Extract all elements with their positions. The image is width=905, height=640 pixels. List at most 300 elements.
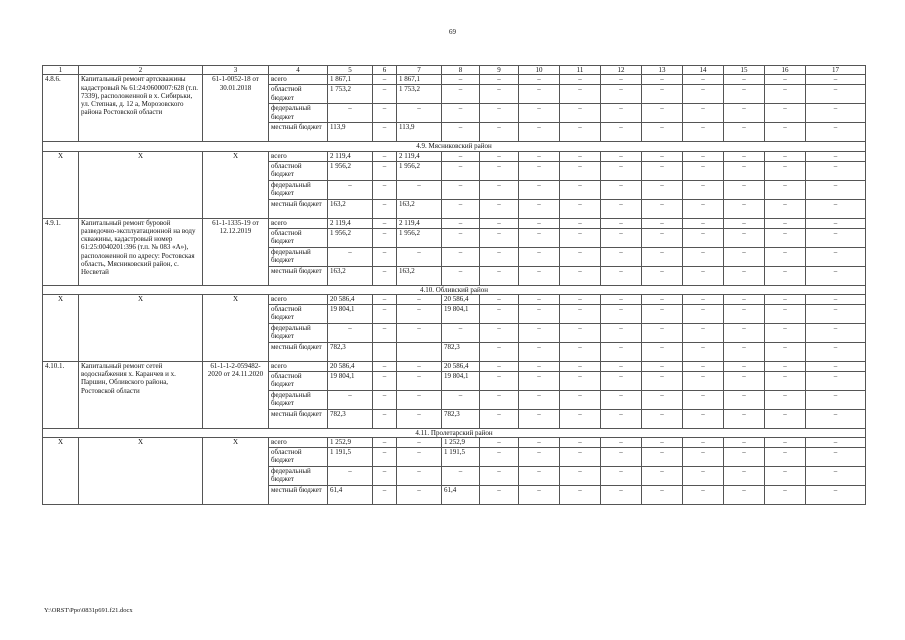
empty-year-cell: – bbox=[519, 161, 560, 180]
amount-cell: 1 956,2 bbox=[397, 161, 442, 180]
budget-source: всего bbox=[269, 438, 328, 448]
empty-year-cell: – bbox=[806, 371, 866, 390]
amount-cell: – bbox=[442, 467, 480, 486]
empty-year-cell: – bbox=[560, 294, 601, 304]
amount-cell: – bbox=[442, 161, 480, 180]
empty-year-cell: – bbox=[724, 180, 765, 199]
amount-cell: – bbox=[373, 390, 397, 409]
object-name: Х bbox=[79, 294, 203, 361]
column-number: 6 bbox=[373, 66, 397, 75]
empty-year-cell: – bbox=[806, 151, 866, 161]
amount-cell: – bbox=[442, 104, 480, 123]
district-heading: 4.11. Пролетарский район bbox=[43, 428, 866, 437]
budget-source: федеральный бюджет bbox=[269, 467, 328, 486]
empty-year-cell: – bbox=[765, 247, 806, 266]
empty-year-cell: – bbox=[601, 438, 642, 448]
empty-year-cell: – bbox=[724, 85, 765, 104]
empty-year-cell: – bbox=[724, 123, 765, 142]
district-heading-row bbox=[43, 428, 866, 437]
amount-cell: – bbox=[373, 266, 397, 285]
empty-year-cell: – bbox=[480, 304, 519, 323]
empty-year-cell: – bbox=[601, 85, 642, 104]
amount-cell: – bbox=[373, 486, 397, 505]
empty-year-cell: – bbox=[480, 323, 519, 342]
empty-year-cell: – bbox=[560, 104, 601, 123]
column-number: 15 bbox=[724, 66, 765, 75]
empty-year-cell: – bbox=[806, 75, 866, 85]
column-number: 17 bbox=[806, 66, 866, 75]
budget-source: всего bbox=[269, 361, 328, 371]
empty-year-cell: – bbox=[601, 409, 642, 428]
empty-year-cell: – bbox=[480, 85, 519, 104]
amount-cell: 19 804,1 bbox=[442, 371, 480, 390]
file-path-footer: Y:\ORST\Ppo\0831p691.f21.docx bbox=[44, 607, 133, 614]
amount-cell: – bbox=[328, 390, 373, 409]
empty-year-cell: – bbox=[519, 486, 560, 505]
document-number: 61-1-1335-19 от 12.12.2019 bbox=[203, 218, 269, 285]
empty-year-cell: – bbox=[480, 448, 519, 467]
table-row bbox=[43, 438, 866, 448]
amount-cell: – bbox=[373, 75, 397, 85]
amount-cell: – bbox=[397, 467, 442, 486]
empty-year-cell: – bbox=[519, 75, 560, 85]
empty-year-cell: – bbox=[806, 104, 866, 123]
empty-year-cell: – bbox=[601, 180, 642, 199]
table-row bbox=[43, 75, 866, 85]
empty-year-cell: – bbox=[806, 294, 866, 304]
empty-year-cell: – bbox=[765, 75, 806, 85]
amount-cell: – bbox=[328, 323, 373, 342]
empty-year-cell: – bbox=[765, 342, 806, 361]
empty-year-cell: – bbox=[519, 104, 560, 123]
amount-cell: – bbox=[328, 104, 373, 123]
amount-cell: 782,3 bbox=[328, 342, 373, 361]
empty-year-cell: – bbox=[642, 266, 683, 285]
column-number: 14 bbox=[683, 66, 724, 75]
amount-cell: 20 586,4 bbox=[442, 294, 480, 304]
empty-year-cell: – bbox=[683, 390, 724, 409]
empty-year-cell: – bbox=[765, 409, 806, 428]
empty-year-cell: – bbox=[642, 104, 683, 123]
empty-year-cell: – bbox=[765, 104, 806, 123]
amount-cell: – bbox=[373, 151, 397, 161]
budget-source: федеральный бюджет bbox=[269, 180, 328, 199]
empty-year-cell: – bbox=[560, 266, 601, 285]
empty-year-cell: – bbox=[601, 75, 642, 85]
document-number: 61-1-1-2-059482-2020 от 24.11.2020 bbox=[203, 361, 269, 428]
empty-year-cell: – bbox=[560, 323, 601, 342]
budget-source: местный бюджет bbox=[269, 486, 328, 505]
empty-year-cell: – bbox=[601, 448, 642, 467]
empty-year-cell: – bbox=[560, 151, 601, 161]
budget-source: всего bbox=[269, 75, 328, 85]
amount-cell: – bbox=[397, 294, 442, 304]
budget-source: федеральный бюджет bbox=[269, 247, 328, 266]
empty-year-cell: – bbox=[683, 75, 724, 85]
amount-cell: – bbox=[328, 467, 373, 486]
empty-year-cell: – bbox=[806, 228, 866, 247]
empty-year-cell: – bbox=[724, 390, 765, 409]
amount-cell: 20 586,4 bbox=[328, 294, 373, 304]
amount-cell bbox=[373, 342, 397, 361]
empty-year-cell: – bbox=[642, 409, 683, 428]
empty-year-cell: – bbox=[724, 161, 765, 180]
empty-year-cell: – bbox=[601, 304, 642, 323]
empty-year-cell: – bbox=[519, 266, 560, 285]
amount-cell: – bbox=[373, 294, 397, 304]
amount-cell: – bbox=[397, 304, 442, 323]
empty-year-cell: – bbox=[642, 85, 683, 104]
empty-year-cell: – bbox=[519, 467, 560, 486]
empty-year-cell: – bbox=[601, 486, 642, 505]
budget-source: местный бюджет bbox=[269, 342, 328, 361]
empty-year-cell: – bbox=[642, 75, 683, 85]
amount-cell: – bbox=[373, 228, 397, 247]
empty-year-cell: – bbox=[765, 304, 806, 323]
empty-year-cell: – bbox=[519, 247, 560, 266]
empty-year-cell: – bbox=[765, 294, 806, 304]
item-number: 4.10.1. bbox=[43, 361, 79, 428]
amount-cell: 1 753,2 bbox=[328, 85, 373, 104]
amount-cell: – bbox=[442, 323, 480, 342]
empty-year-cell: – bbox=[601, 123, 642, 142]
empty-year-cell: – bbox=[480, 390, 519, 409]
amount-cell: 782,3 bbox=[442, 409, 480, 428]
amount-cell: – bbox=[442, 247, 480, 266]
district-heading: 4.9. Мясниковский район bbox=[43, 142, 866, 151]
amount-cell: – bbox=[397, 486, 442, 505]
empty-year-cell: – bbox=[519, 228, 560, 247]
empty-year-cell: – bbox=[765, 361, 806, 371]
empty-year-cell: – bbox=[560, 199, 601, 218]
empty-year-cell: – bbox=[683, 438, 724, 448]
empty-year-cell: – bbox=[724, 304, 765, 323]
empty-year-cell: – bbox=[724, 199, 765, 218]
empty-year-cell: – bbox=[601, 104, 642, 123]
item-number: Х bbox=[43, 294, 79, 361]
empty-year-cell: – bbox=[683, 123, 724, 142]
empty-year-cell: – bbox=[765, 123, 806, 142]
empty-year-cell: – bbox=[683, 199, 724, 218]
empty-year-cell: – bbox=[480, 228, 519, 247]
empty-year-cell: – bbox=[765, 438, 806, 448]
empty-year-cell: – bbox=[560, 438, 601, 448]
empty-year-cell: – bbox=[601, 294, 642, 304]
empty-year-cell: – bbox=[601, 371, 642, 390]
object-name: Капитальный ремонт буровой разведочно-эксплуатационной на воду скважины, кадастровый номер 61:25:0040201:396 (т.п. № 083 «А»), расположенной по адресу: Ростовская область, Мясниковский район, с. Несветай bbox=[79, 218, 203, 285]
empty-year-cell: – bbox=[724, 371, 765, 390]
empty-year-cell: – bbox=[560, 467, 601, 486]
amount-cell: – bbox=[373, 199, 397, 218]
empty-year-cell: – bbox=[642, 371, 683, 390]
budget-source: всего bbox=[269, 294, 328, 304]
amount-cell: 163,2 bbox=[397, 266, 442, 285]
empty-year-cell: – bbox=[642, 294, 683, 304]
empty-year-cell: – bbox=[724, 323, 765, 342]
empty-year-cell: – bbox=[642, 361, 683, 371]
empty-year-cell: – bbox=[560, 304, 601, 323]
empty-year-cell: – bbox=[480, 371, 519, 390]
empty-year-cell: – bbox=[724, 247, 765, 266]
empty-year-cell: – bbox=[560, 85, 601, 104]
amount-cell: – bbox=[397, 448, 442, 467]
amount-cell: 20 586,4 bbox=[442, 361, 480, 371]
amount-cell: 2 119,4 bbox=[397, 218, 442, 228]
empty-year-cell: – bbox=[560, 486, 601, 505]
district-heading-row bbox=[43, 285, 866, 294]
empty-year-cell: – bbox=[480, 294, 519, 304]
empty-year-cell: – bbox=[765, 199, 806, 218]
empty-year-cell: – bbox=[519, 151, 560, 161]
empty-year-cell: – bbox=[724, 75, 765, 85]
amount-cell: 1 867,1 bbox=[397, 75, 442, 85]
empty-year-cell: – bbox=[806, 448, 866, 467]
empty-year-cell: – bbox=[601, 323, 642, 342]
empty-year-cell: – bbox=[642, 448, 683, 467]
empty-year-cell: – bbox=[765, 448, 806, 467]
empty-year-cell: – bbox=[683, 85, 724, 104]
amount-cell: 1 252,9 bbox=[328, 438, 373, 448]
amount-cell: – bbox=[373, 304, 397, 323]
empty-year-cell: – bbox=[683, 180, 724, 199]
empty-year-cell: – bbox=[642, 199, 683, 218]
empty-year-cell: – bbox=[480, 266, 519, 285]
document-number: Х bbox=[203, 294, 269, 361]
amount-cell: – bbox=[397, 180, 442, 199]
empty-year-cell: – bbox=[642, 151, 683, 161]
object-name: Х bbox=[79, 438, 203, 505]
empty-year-cell: – bbox=[519, 123, 560, 142]
empty-year-cell: – bbox=[601, 151, 642, 161]
amount-cell: – bbox=[397, 247, 442, 266]
column-number: 1 bbox=[43, 66, 79, 75]
empty-year-cell: – bbox=[806, 361, 866, 371]
amount-cell: – bbox=[373, 218, 397, 228]
amount-cell: 163,2 bbox=[397, 199, 442, 218]
empty-year-cell: – bbox=[519, 218, 560, 228]
amount-cell: 1 956,2 bbox=[328, 228, 373, 247]
amount-cell: – bbox=[397, 438, 442, 448]
empty-year-cell: – bbox=[806, 342, 866, 361]
amount-cell: – bbox=[397, 390, 442, 409]
empty-year-cell: – bbox=[724, 294, 765, 304]
amount-cell: 61,4 bbox=[328, 486, 373, 505]
empty-year-cell: – bbox=[642, 390, 683, 409]
amount-cell: – bbox=[373, 371, 397, 390]
budget-source: областной бюджет bbox=[269, 228, 328, 247]
empty-year-cell: – bbox=[806, 304, 866, 323]
empty-year-cell: – bbox=[601, 161, 642, 180]
empty-year-cell: – bbox=[683, 266, 724, 285]
amount-cell: – bbox=[373, 448, 397, 467]
empty-year-cell: – bbox=[724, 409, 765, 428]
empty-year-cell: – bbox=[683, 467, 724, 486]
table-row bbox=[43, 294, 866, 304]
empty-year-cell: – bbox=[724, 438, 765, 448]
empty-year-cell: – bbox=[519, 85, 560, 104]
table-row bbox=[43, 218, 866, 228]
empty-year-cell: – bbox=[480, 104, 519, 123]
empty-year-cell: – bbox=[480, 438, 519, 448]
empty-year-cell: – bbox=[642, 247, 683, 266]
empty-year-cell: – bbox=[765, 390, 806, 409]
amount-cell: – bbox=[397, 371, 442, 390]
empty-year-cell: – bbox=[683, 247, 724, 266]
empty-year-cell: – bbox=[642, 218, 683, 228]
empty-year-cell: – bbox=[683, 161, 724, 180]
empty-year-cell: – bbox=[519, 361, 560, 371]
budget-source: местный бюджет bbox=[269, 199, 328, 218]
table-row bbox=[43, 361, 866, 371]
document-number: Х bbox=[203, 438, 269, 505]
amount-cell: – bbox=[442, 390, 480, 409]
empty-year-cell: – bbox=[560, 361, 601, 371]
empty-year-cell: – bbox=[560, 228, 601, 247]
amount-cell: 782,3 bbox=[442, 342, 480, 361]
amount-cell: 1 191,5 bbox=[328, 448, 373, 467]
empty-year-cell: – bbox=[806, 390, 866, 409]
empty-year-cell: – bbox=[480, 467, 519, 486]
empty-year-cell: – bbox=[560, 161, 601, 180]
column-number: 9 bbox=[480, 66, 519, 75]
empty-year-cell: – bbox=[601, 247, 642, 266]
column-number: 7 bbox=[397, 66, 442, 75]
amount-cell: 20 586,4 bbox=[328, 361, 373, 371]
empty-year-cell: – bbox=[519, 342, 560, 361]
document-number: 61-1-0052-18 от 30.01.2018 bbox=[203, 75, 269, 142]
budget-source: всего bbox=[269, 218, 328, 228]
budget-source: местный бюджет bbox=[269, 409, 328, 428]
empty-year-cell: – bbox=[560, 390, 601, 409]
empty-year-cell: – bbox=[683, 151, 724, 161]
amount-cell: – bbox=[373, 161, 397, 180]
object-name: Капитальный ремонт артскважины кадастровый № 61:24:0600007:628 (т.п. 7339), расположенной в х. Сибирьки, ул. Степная, д. 12 а, Морозовского района Ростовской области bbox=[79, 75, 203, 142]
column-number: 8 bbox=[442, 66, 480, 75]
empty-year-cell: – bbox=[480, 409, 519, 428]
empty-year-cell: – bbox=[806, 409, 866, 428]
empty-year-cell: – bbox=[724, 467, 765, 486]
amount-cell: – bbox=[373, 123, 397, 142]
budget-source: областной бюджет bbox=[269, 161, 328, 180]
empty-year-cell: – bbox=[519, 199, 560, 218]
empty-year-cell: – bbox=[806, 266, 866, 285]
empty-year-cell: – bbox=[806, 438, 866, 448]
amount-cell: – bbox=[373, 438, 397, 448]
empty-year-cell: – bbox=[601, 228, 642, 247]
amount-cell: 2 119,4 bbox=[397, 151, 442, 161]
empty-year-cell: – bbox=[560, 409, 601, 428]
empty-year-cell: – bbox=[519, 323, 560, 342]
amount-cell: – bbox=[442, 151, 480, 161]
empty-year-cell: – bbox=[601, 361, 642, 371]
empty-year-cell: – bbox=[683, 104, 724, 123]
amount-cell: 19 804,1 bbox=[442, 304, 480, 323]
empty-year-cell: – bbox=[519, 448, 560, 467]
empty-year-cell: – bbox=[642, 161, 683, 180]
amount-cell: – bbox=[373, 467, 397, 486]
empty-year-cell: – bbox=[806, 218, 866, 228]
empty-year-cell: – bbox=[724, 361, 765, 371]
column-number: 4 bbox=[269, 66, 328, 75]
empty-year-cell: – bbox=[480, 161, 519, 180]
district-heading-row bbox=[43, 142, 866, 151]
amount-cell: – bbox=[373, 323, 397, 342]
amount-cell: – bbox=[442, 228, 480, 247]
amount-cell: – bbox=[373, 85, 397, 104]
budget-source: всего bbox=[269, 151, 328, 161]
empty-year-cell: – bbox=[480, 247, 519, 266]
amount-cell: 19 804,1 bbox=[328, 304, 373, 323]
empty-year-cell: – bbox=[642, 342, 683, 361]
amount-cell: – bbox=[328, 247, 373, 266]
budget-table bbox=[42, 65, 866, 505]
item-number: 4.9.1. bbox=[43, 218, 79, 285]
amount-cell: – bbox=[442, 123, 480, 142]
amount-cell: 2 119,4 bbox=[328, 151, 373, 161]
amount-cell: 782,3 bbox=[328, 409, 373, 428]
amount-cell: – bbox=[442, 199, 480, 218]
budget-source: федеральный бюджет bbox=[269, 104, 328, 123]
empty-year-cell: – bbox=[765, 228, 806, 247]
empty-year-cell: – bbox=[480, 486, 519, 505]
empty-year-cell: – bbox=[724, 342, 765, 361]
empty-year-cell: – bbox=[519, 371, 560, 390]
empty-year-cell: – bbox=[601, 218, 642, 228]
empty-year-cell: – bbox=[683, 448, 724, 467]
empty-year-cell: – bbox=[683, 371, 724, 390]
empty-year-cell: – bbox=[806, 199, 866, 218]
amount-cell bbox=[397, 342, 442, 361]
empty-year-cell: – bbox=[601, 390, 642, 409]
empty-year-cell: – bbox=[519, 390, 560, 409]
empty-year-cell: – bbox=[683, 218, 724, 228]
amount-cell: – bbox=[373, 361, 397, 371]
empty-year-cell: – bbox=[765, 323, 806, 342]
amount-cell: – bbox=[397, 361, 442, 371]
column-number: 16 bbox=[765, 66, 806, 75]
empty-year-cell: – bbox=[765, 371, 806, 390]
empty-year-cell: – bbox=[480, 218, 519, 228]
empty-year-cell: – bbox=[765, 180, 806, 199]
budget-source: областной бюджет bbox=[269, 85, 328, 104]
amount-cell: – bbox=[442, 266, 480, 285]
empty-year-cell: – bbox=[519, 438, 560, 448]
empty-year-cell: – bbox=[765, 151, 806, 161]
empty-year-cell: – bbox=[642, 304, 683, 323]
amount-cell: 163,2 bbox=[328, 266, 373, 285]
amount-cell: 1 867,1 bbox=[328, 75, 373, 85]
amount-cell: – bbox=[397, 104, 442, 123]
empty-year-cell: – bbox=[560, 371, 601, 390]
empty-year-cell: – bbox=[480, 75, 519, 85]
budget-source: областной бюджет bbox=[269, 304, 328, 323]
empty-year-cell: – bbox=[806, 180, 866, 199]
district-heading: 4.10. Обливский район bbox=[43, 285, 866, 294]
column-number: 11 bbox=[560, 66, 601, 75]
empty-year-cell: – bbox=[480, 361, 519, 371]
empty-year-cell: – bbox=[560, 342, 601, 361]
empty-year-cell: – bbox=[560, 123, 601, 142]
empty-year-cell: – bbox=[724, 448, 765, 467]
page-number: 69 bbox=[449, 28, 456, 36]
amount-cell: 1 252,9 bbox=[442, 438, 480, 448]
table-row bbox=[43, 151, 866, 161]
empty-year-cell: – bbox=[560, 448, 601, 467]
object-name: Х bbox=[79, 151, 203, 218]
empty-year-cell: – bbox=[765, 218, 806, 228]
empty-year-cell: – bbox=[806, 123, 866, 142]
empty-year-cell: – bbox=[765, 161, 806, 180]
